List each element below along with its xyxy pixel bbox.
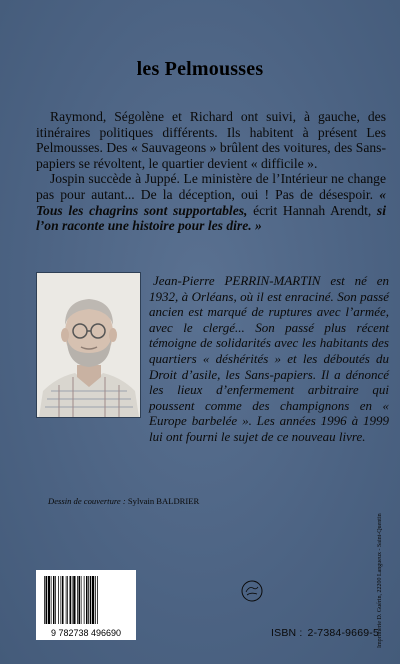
barcode-bar — [44, 576, 45, 624]
barcode-number: 9 782738 496690 — [50, 628, 122, 638]
barcode-bar — [70, 576, 72, 624]
barcode-bar — [84, 576, 85, 624]
barcode-bar — [92, 576, 94, 624]
barcode-bar — [90, 576, 92, 624]
author-name: Jean-Pierre PERRIN-MARTIN — [153, 273, 321, 288]
cover-credit-label: Dessin de couverture : — [48, 496, 126, 506]
cover-credit — [48, 496, 199, 506]
barcode-bar — [88, 576, 89, 624]
isbn-line — [271, 627, 379, 639]
barcode-bar — [79, 576, 81, 624]
barcode-bars-icon — [36, 570, 136, 640]
printer-imprint-text: Imprimerie D. Guérin, 22200 Langueux - Saint-Quentin — [377, 513, 383, 648]
back-cover-blurb — [36, 109, 386, 234]
author-photo — [36, 272, 141, 418]
blurb-paragraph-2-mid: écrit Hannah Arendt, — [247, 202, 377, 218]
blurb-paragraph-2-lead: Jospin succède à Juppé. Le ministère de l’Intérieur ne change pas pour autant... De la déception, oui ! Pas de désespoir. — [36, 171, 386, 202]
isbn-label: ISBN : — [271, 627, 303, 639]
arendt-quote-part-1: « Tous les chagrins sont supportables, — [36, 186, 386, 218]
barcode-bar — [72, 576, 73, 624]
publisher-logo-icon — [240, 579, 264, 603]
barcode-bar — [97, 576, 98, 624]
barcode-bar — [61, 576, 62, 624]
barcode-bar — [58, 576, 59, 624]
barcode-bar — [62, 576, 64, 624]
barcode-bar — [46, 576, 48, 624]
barcode-bar — [67, 576, 68, 624]
cover-artist-name: Sylvain BALDRIER — [127, 496, 200, 506]
bio-paragraph — [149, 273, 389, 445]
barcode-bar — [55, 576, 56, 624]
barcode — [36, 570, 136, 640]
blurb-paragraph-2 — [36, 171, 386, 233]
barcode-bar — [53, 576, 55, 624]
author-biography — [149, 273, 389, 445]
book-title: les Pelmousses — [136, 58, 264, 80]
barcode-bar — [86, 576, 88, 624]
barcode-bar — [95, 576, 96, 624]
barcode-bar — [73, 576, 75, 624]
isbn-value: 2-7384-9669-5 — [307, 627, 380, 639]
barcode-bar — [48, 576, 50, 624]
barcode-bar — [51, 576, 52, 624]
barcode-bar — [66, 576, 67, 624]
arendt-quote-part-2: si l’on raconte une histoire pour les dire. » — [36, 202, 386, 234]
barcode-bar — [77, 576, 78, 624]
printer-imprint — [373, 470, 385, 650]
author-portrait-icon — [37, 273, 140, 417]
blurb-paragraph-1: Raymond, Ségolène et Richard ont suivi, à gauche, des itinéraires politiques différents. Ils habitent à présent Les Pelmousses. Des « Sauvageons » brûlent des voitures, des Sans-papiers se révoltent, le quartier devient « difficile ». — [36, 109, 386, 171]
bio-text: est né en 1932, à Orléans, où il est enraciné. Son passé ancien est marqué de ruptures avec l’armée, avec le clergé... Son passé plus récent témoigne de solidarités avec les habitants des quartiers « déshérités » et les déboutés du Droit d’asile, les Sans-papiers. Il a dénoncé les lieux d’enfermement arbitraire qui poussent comme des champignons en « Europe barbelée ». Les années 1996 à 1999 lui ont fourni le sujet de ce nouveau livre. — [149, 273, 389, 444]
barcode-bar — [81, 576, 82, 624]
